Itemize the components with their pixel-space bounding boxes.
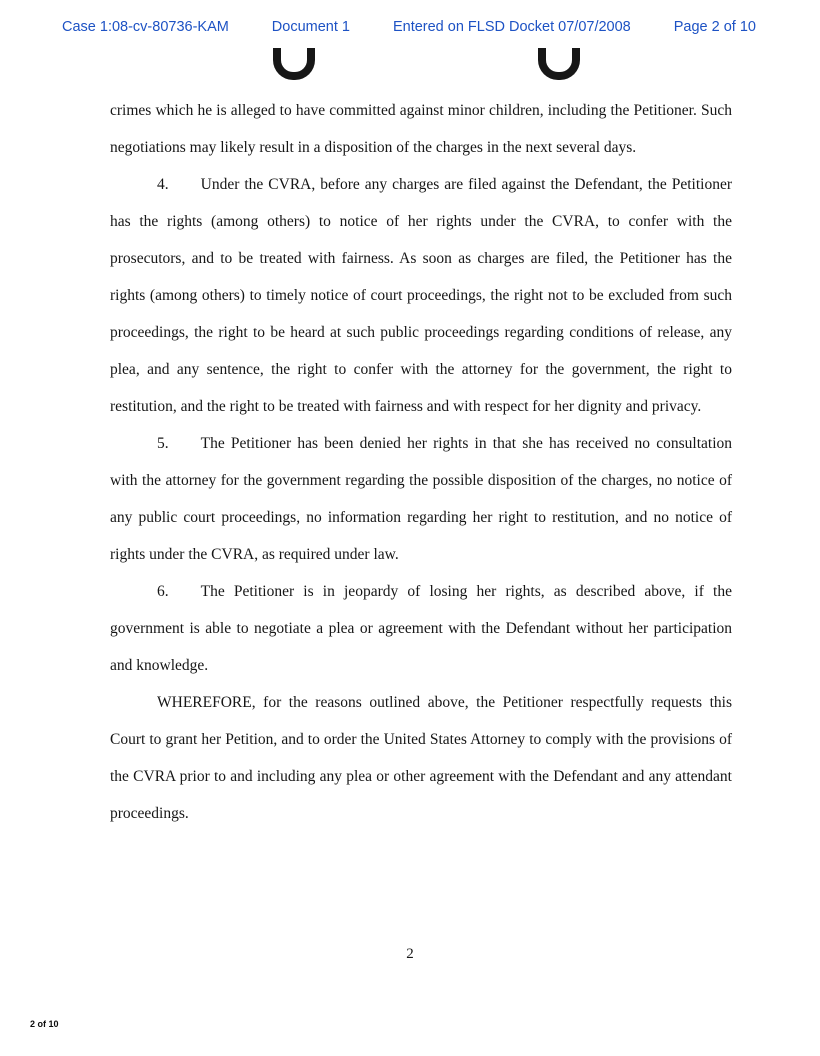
page-indicator: 2 of 10	[30, 1019, 59, 1029]
document-label: Document 1	[271, 19, 350, 35]
page-number: 2	[406, 946, 414, 962]
paragraph-number: 4.	[157, 176, 169, 193]
paragraph-text: Under the CVRA, before any charges are filed against the Defendant, the Petitioner has the rights (among others) to notice of her rights under the CVRA, to confer with the prosecutors, and to be treated with fairness. As soon as charges are filed, the Petitioner has the rights (among others) to timely notice of court proceedings, the right not to be excluded from such proceedings, the right to be heard at such public proceedings regarding conditions of release, any plea, and any sentence, the right to confer with the attorney for the government, the right to restitution, and the right to be treated with fairness and with respect for her dignity and privacy.	[110, 176, 732, 415]
scan-artifact-mark	[538, 48, 580, 80]
paragraph-text: WHEREFORE, for the reasons outlined above, the Petitioner respectfully requests this Court to grant her Petition, and to order the United States Attorney to comply with the provisions of the CVRA prior to and including any plea or other agreement with the Defendant and any attendant proceedings.	[110, 694, 732, 822]
paragraph-text: The Petitioner is in jeopardy of losing her rights, as described above, if the government is able to negotiate a plea or agreement with the Defendant without her participation and knowledge.	[110, 583, 732, 674]
docket-entered-label: Entered on FLSD Docket 07/07/2008	[392, 19, 631, 35]
paragraph	[110, 92, 732, 166]
document-body	[110, 92, 732, 832]
case-number: Case 1:08-cv-80736-KAM	[62, 19, 229, 35]
paragraph	[110, 425, 732, 573]
paragraph	[110, 684, 732, 832]
page-label: Page 2 of 10	[673, 19, 756, 35]
docket-header	[62, 19, 756, 35]
paragraph-number: 6.	[157, 583, 169, 600]
paragraph-text: The Petitioner has been denied her rights in that she has received no consultation with the attorney for the government regarding the possible disposition of the charges, no notice of any public court proceedings, no information regarding her right to restitution, and no notice of rights under the CVRA, as required under law.	[110, 435, 732, 563]
paragraph-text: crimes which he is alleged to have committed against minor children, including the Petitioner. Such negotiations may likely result in a disposition of the charges in the next several days.	[110, 102, 732, 156]
scan-artifact-mark	[273, 48, 315, 80]
paragraph-number: 5.	[157, 435, 169, 452]
paragraph	[110, 573, 732, 684]
paragraph	[110, 166, 732, 425]
